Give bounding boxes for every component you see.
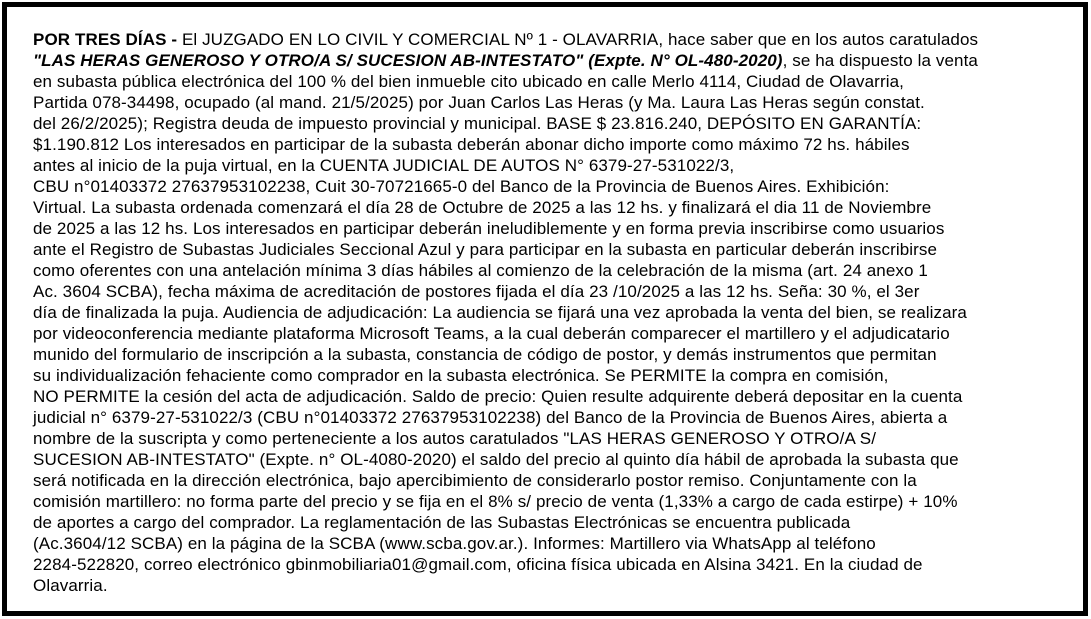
notice-line1-rest: El JUZGADO EN LO CIVIL Y COMERCIAL Nº 1 - OLAVARRIA, hace saber que en los autos caratulados [177,30,979,49]
notice-line: NO PERMITE la cesión del acta de adjudicación. Saldo de precio: Quien resulte adquirente deberá depositar en la cuenta [33,387,963,406]
notice-line [33,29,1063,50]
notice-line: del 26/2/2025); Registra deuda de impuesto provincial y municipal. BASE $ 23.816.240, DEPÓSITO EN GARANTÍA: [33,114,922,133]
notice-line: 2284-522820, correo electrónico gbinmobiliaria01@gmail.com, oficina física ubicada en Alsina 3421. En la ciudad de [33,555,923,574]
notice-lead-phrase: POR TRES DÍAS - [33,30,178,49]
notice-line: Ac. 3604 SCBA), fecha máxima de acreditación de postores fijada el día 23 /10/2025 a las 12 hs. Seña: 30 %, el 3er [33,282,920,301]
notice-line: munido del formulario de inscripción a la subasta, constancia de código de postor, y demás instrumentos que permitan [33,345,937,364]
notice-line: comisión martillero: no forma parte del precio y se fija en el 8% s/ precio de venta (1,33% a cargo de cada estirpe) + 10% [33,492,958,511]
notice-line: como oferentes con una antelación mínima 3 días hábiles al comienzo de la celebración de la misma (art. 24 anexo 1 [33,261,928,280]
notice-line: de 2025 a las 12 hs. Los interesados en participar deberán ineludiblemente y en forma previa inscribirse como usuarios [33,219,945,238]
notice-line: en subasta pública electrónica del 100 % del bien inmueble cito ubicado en calle Merlo 4114, Ciudad de Olavarria, [33,72,904,91]
notice-line: su individualización fehaciente como comprador en la subasta electrónica. Se PERMITE la compra en comisión, [33,366,889,385]
notice-line: de aportes a cargo del comprador. La reglamentación de las Subastas Electrónicas se encuentra publicada [33,513,851,532]
notice-line: SUCESION AB-INTESTATO" (Expte. n° OL-4080-2020) el saldo del precio al quinto día hábil de aprobada la subasta que [33,450,959,469]
notice-line [33,50,1063,71]
notice-text-block [33,29,1063,596]
notice-line: será notificada en la dirección electrónica, bajo apercibimiento de considerarlo postor remiso. Conjuntamente con la [33,471,917,490]
notice-case-title: "LAS HERAS GENEROSO Y OTRO/A S/ SUCESION AB-INTESTATO" (Expte. N° OL-480-2020) [33,51,783,70]
notice-line: nombre de la suscripta y como perteneciente a los autos caratulados "LAS HERAS GENEROSO Y OTRO/A S/ [33,429,877,448]
notice-line: Virtual. La subasta ordenada comenzará el día 28 de Octubre de 2025 a las 12 hs. y finalizará el dia 11 de Noviembre [33,198,932,217]
notice-line: Partida 078-34498, ocupado (al mand. 21/5/2025) por Juan Carlos Las Heras (y Ma. Laura Las Heras según constat. [33,93,925,112]
notice-line2-rest: , se ha dispuesto la venta [782,51,978,70]
notice-line: (Ac.3604/12 SCBA) en la página de la SCBA (www.scba.gov.ar.). Informes: Martillero via WhatsApp al teléfono [33,534,876,553]
notice-line: judicial n° 6379-27-531022/3 (CBU n°01403372 27637953102238) del Banco de la Provincia de Buenos Aires, abierta a [33,408,948,427]
notice-line: Olavarria. [33,576,108,595]
notice-line: antes al inicio de la puja virtual, en la CUENTA JUDICIAL DE AUTOS N° 6379-27-531022/3, [33,156,735,175]
notice-line: CBU n°01403372 27637953102238, Cuit 30-70721665-0 del Banco de la Provincia de Buenos Aires. Exhibición: [33,177,890,196]
notice-line: $1.190.812 Los interesados en participar de la subasta deberán abonar dicho importe como máximo 72 hs. hábiles [33,135,910,154]
notice-line: día de finalizada la puja. Audiencia de adjudicación: La audiencia se fijará una vez aprobada la venta del bien, se realizara [33,303,967,322]
notice-line: por videoconferencia mediante plataforma Microsoft Teams, a la cual deberán comparecer el martillero y el adjudicatario [33,324,950,343]
notice-line: ante el Registro de Subastas Judiciales Seccional Azul y para participar en la subasta en particular deberán inscribirse [33,240,938,259]
